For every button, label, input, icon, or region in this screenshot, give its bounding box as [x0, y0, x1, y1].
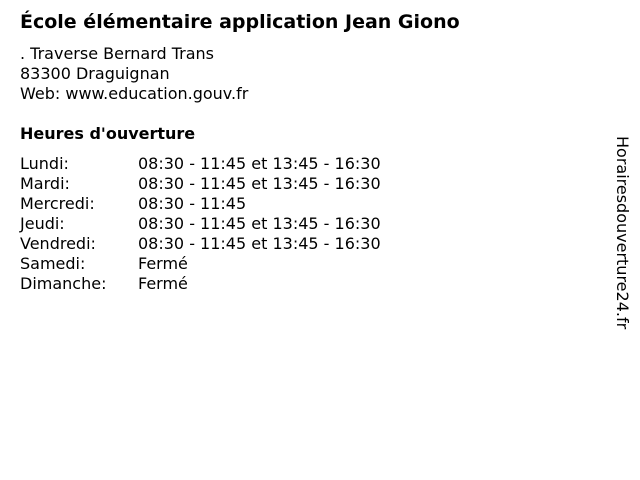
day-label: Mardi:	[20, 174, 70, 193]
time-value: 08:30 - 11:45 et 13:45 - 16:30	[138, 174, 381, 193]
hours-row-thursday	[20, 214, 381, 234]
time-value: Fermé	[138, 254, 188, 273]
hours-row-tuesday	[20, 174, 381, 194]
address-block	[20, 44, 248, 104]
day-label: Dimanche:	[20, 274, 107, 293]
time-value: Fermé	[138, 274, 188, 293]
day-label: Mercredi:	[20, 194, 95, 213]
day-label: Lundi:	[20, 154, 69, 173]
opening-hours-heading: Heures d'ouverture	[20, 124, 196, 143]
watermark-text: Horairesdouverture24.fr	[613, 136, 632, 330]
hours-row-saturday	[20, 254, 381, 274]
time-value: 08:30 - 11:45 et 13:45 - 16:30	[138, 214, 381, 233]
website-link[interactable]: Web: www.education.gouv.fr	[20, 84, 249, 103]
site-watermark	[612, 136, 632, 372]
street-address: . Traverse Bernard Trans	[20, 44, 215, 63]
page-title: École élémentaire application Jean Giono	[20, 11, 460, 33]
city-address: 83300 Draguignan	[20, 64, 170, 83]
hours-row-friday	[20, 234, 381, 254]
day-label: Samedi:	[20, 254, 86, 273]
day-label: Vendredi:	[20, 234, 96, 253]
hours-row-monday	[20, 154, 381, 174]
hours-row-sunday	[20, 274, 381, 294]
time-value: 08:30 - 11:45 et 13:45 - 16:30	[138, 234, 381, 253]
time-value: 08:30 - 11:45	[138, 194, 247, 213]
hours-row-wednesday	[20, 194, 381, 214]
day-label: Jeudi:	[20, 214, 65, 233]
opening-hours-table	[20, 154, 381, 294]
time-value: 08:30 - 11:45 et 13:45 - 16:30	[138, 154, 381, 173]
